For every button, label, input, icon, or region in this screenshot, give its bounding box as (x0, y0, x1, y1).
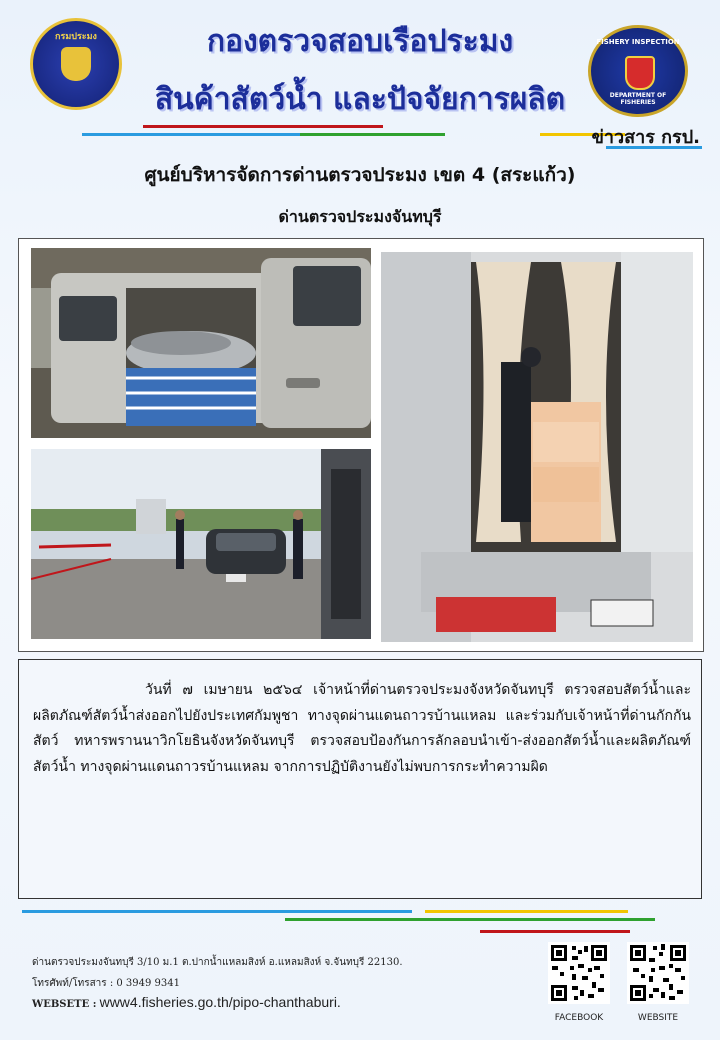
subheader-center: ศูนย์บริหารจัดการด่านตรวจประมง เขต 4 (สระแก้ว) (144, 164, 576, 186)
body-paragraph: วันที่ ๗ เมษายน ๒๕๖๔ เจ้าหน้าที่ด่านตรวจประมงจังหวัดจันทบุรี ตรวจสอบสัตว์น้ำและผลิตภัณฑ์สัตว์น้ำส่งออกไปยังประเทศกัมพูชา ทางจุดผ่านแดนถาวรบ้านแหลม และร่วมกับเจ้าหน้าที่ด่านกักกันสัตว์ ทหารพรานนาวิกโยธินจังหวัดจันทบุรี ตรวจสอบป้องกันการลักลอบนำเข้า-ส่งออกสัตว์น้ำและผลิตภัณฑ์สัตว์น้ำ ทางจุดผ่านแดนถาวรบ้านแหลม จากการปฏิบัติงานยังไม่พบการกระทำความผิด (33, 682, 691, 775)
body-text-box (18, 659, 702, 899)
photo-frame (18, 238, 704, 652)
footer-rule-blue (22, 910, 412, 913)
footer-website-link[interactable]: www4.fisheries.go.th/pipo-chanthaburi. (99, 994, 341, 1010)
shield-icon (625, 56, 655, 90)
subheader-office: ด่านตรวจประมงจันทบุรี (278, 207, 442, 226)
footer-rule-green (285, 918, 655, 921)
department-of-fisheries-logo (30, 18, 122, 110)
logo-emblem-icon (61, 47, 91, 81)
facebook-qr-icon[interactable] (548, 942, 610, 1004)
footer-rule-red (480, 930, 630, 933)
photo-truck-interior-sacks (381, 252, 693, 642)
fishery-inspection-logo (588, 25, 688, 117)
right-logo-bottom-text: DEPARTMENT OF FISHERIES (609, 92, 667, 106)
right-logo-top-text: FISHERY INSPECTION (596, 38, 680, 46)
footer-rule-yellow (425, 910, 628, 913)
footer-website-label: WEBSETE : (32, 999, 97, 1010)
footer-phone: โทรศัพท์/โทรสาร : 0 3949 9341 (32, 978, 181, 989)
website-qr-icon[interactable] (627, 942, 689, 1004)
website-qr-label: WEBSITE (637, 1013, 679, 1023)
footer-website-row (32, 994, 341, 1010)
news-label: ข่าวสาร กรป. (591, 127, 700, 148)
page-title-line2: สินค้าสัตว์น้ำ และปัจจัยการผลิต (154, 82, 566, 117)
footer-address: ด่านตรวจประมงจันทบุรี 3/10 ม.1 ต.ปากน้ำแหลมสิงห์ อ.แหลมสิงห์ จ.จันทบุรี 22130. (32, 957, 403, 968)
facebook-qr-label: FACEBOOK (554, 1013, 604, 1023)
photo-checkpoint-road (31, 449, 371, 639)
header-rule-red (143, 125, 383, 128)
photo-van-with-fish (31, 248, 371, 438)
page-title-line1: กองตรวจสอบเรือประมง (206, 24, 514, 59)
left-logo-text: กรมประมง (55, 32, 97, 42)
header-rule-blue (82, 133, 302, 136)
header-rule-green (300, 133, 445, 136)
